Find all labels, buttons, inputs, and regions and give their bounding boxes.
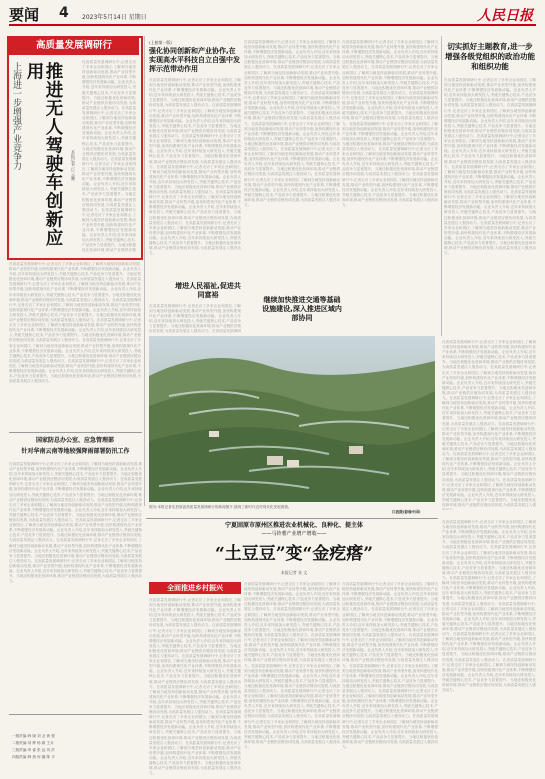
- newspaper-logo: 人民日报: [477, 8, 533, 24]
- hebei-story-headline: 强化协同创新和产业协作,在实现高水平科技自立自强中发挥示范带动作用: [149, 47, 240, 73]
- fangxun-headline-2: 针对华南云南等地较强降雨部署防汛工作: [21, 448, 130, 455]
- potato-story-body-2: 在高质量发展调研行中,记者走访了多家企业和园区,了解到当地坚持创新驱动发展,推动产业转型升级,加快构建现代化产业体系,不断增强经济发展新动能。企业负责人介绍,近年来持续加大研发投入,突破关键核心技术,产品竞争力显著提升。当地还积极优化营商环境,推动产业链供应链协同发展,为高质量发展注入强劲动力。在高质量发展调研行中,记者走访了多家企业和园区,了解到当地坚持创新驱动发展,推动产业转型升级,加快构建现代化产业体系,不断增强经济发展新动能。企业负责人介绍,近年来持续加大研发投入,突破关键核心技术,产品竞争力显著提升。当地还积极优化营商环境,推动产业链供应链协同发展,为高质量发展注入强劲动力。在高质量发展调研行中,记者走访了多家企业和园区,了解到当地坚持创新驱动发展,推动产业转型升级,加快构建现代化产业体系,不断增强经济发展新动能。企业负责人介绍,近年来持续加大研发投入,突破关键核心技术,产品竞争力显著提升。当地还积极优化营商环境,推动产业链供应链协同发展,为高质量发展注入强劲动力。在高质量发展调研行中,记者走访了多家企业和园区,了解到当地坚持创新驱动发展,推动产业转型升级,加快构建现代化产业体系,不断增强经济发展新动能。企业负责人介绍,近年来持续加大研发投入,突破关键核心技术,产品竞争力显著提升。当地还积极优化营商环境,推动产业链供应链协同发展,为高质量发展注入强劲动力。在高质量发展调研行中,记者走访了多家企业和园区,了解到当地坚持创新驱动发展,推动产业转型升级,加快构建现代化产业体系,不断增强经济发展新动能。企业负责人介绍,近年来持续加大研发投入,突破关键核心技术,产品竞争力显著提升。当地还积极优化营商环境,推动产业链供应链协同发展,为高质量发展注入强劲动力。在高质量发展调研行中,记者走访了多家企业和园区,了解到当地坚持创新驱动发展,推动产业转型升级,加快构建现代化产业体系,不断增强经济发展新动能。企业负责人介绍,近年来持续加大研发投入,突破关键核心技术,产品竞争力显著提升。当地还积极优化营商环境,推动产业链供应链协同发展,为高质量发展注入强劲动力。: [244, 582, 340, 749]
- potato-section-tag: 全面推进乡村振兴: [149, 582, 241, 594]
- lead-story-body-top: 在高质量发展调研行中,记者走访了多家企业和园区,了解到当地坚持创新驱动发展,推动产业转型升级,加快构建现代化产业体系,不断增强经济发展新动能。企业负责人介绍,近年来持续加大研发投入,突破关键核心技术,产品竞争力显著提升。当地还积极优化营商环境,推动产业链供应链协同发展,为高质量发展注入强劲动力。在高质量发展调研行中,记者走访了多家企业和园区,了解到当地坚持创新驱动发展,推动产业转型升级,加快构建现代化产业体系,不断增强经济发展新动能。企业负责人介绍,近年来持续加大研发投入,突破关键核心技术,产品竞争力显著提升。当地还积极优化营商环境,推动产业链供应链协同发展,为高质量发展注入强劲动力。在高质量发展调研行中,记者走访了多家企业和园区,了解到当地坚持创新驱动发展,推动产业转型升级,加快构建现代化产业体系,不断增强经济发展新动能。企业负责人介绍,近年来持续加大研发投入,突破关键核心技术,产品竞争力显著提升。当地还积极优化营商环境,推动产业链供应链协同发展,为高质量发展注入强劲动力。在高质量发展调研行中,记者走访了多家企业和园区,了解到当地坚持创新驱动发展,推动产业转型升级,加快构建现代化产业体系,不断增强经济发展新动能。企业负责人介绍,近年来持续加大研发投入,突破关键核心技术,产品竞争力显著提升。当地还积极优化营商环境,推动产业链供应链: [82, 60, 136, 253]
- fangxun-body: 在高质量发展调研行中,记者走访了多家企业和园区,了解到当地坚持创新驱动发展,推动产业转型升级,加快构建现代化产业体系,不断增强经济发展新动能。企业负责人介绍,近年来持续加大研发投入,突破关键核心技术,产品竞争力显著提升。当地还积极优化营商环境,推动产业链供应链协同发展,为高质量发展注入强劲动力。在高质量发展调研行中,记者走访了多家企业和园区,了解到当地坚持创新驱动发展,推动产业转型升级,加快构建现代化产业体系,不断增强经济发展新动能。企业负责人介绍,近年来持续加大研发投入,突破关键核心技术,产品竞争力显著提升。当地还积极优化营商环境,推动产业链供应链协同发展,为高质量发展注入强劲动力。在高质量发展调研行中,记者走访了多家企业和园区,了解到当地坚持创新驱动发展,推动产业转型升级,加快构建现代化产业体系,不断增强经济发展新动能。企业负责人介绍,近年来持续加大研发投入,突破关键核心技术,产品竞争力显著提升。当地还积极优化营商环境,推动产业链供应链协同发展,为高质量发展注入强劲动力。在高质量发展调研行中,记者走访了多家企业和园区,了解到当地坚持创新驱动发展,推动产业转型升级,加快构建现代化产业体系,不断增强经济发展新动能。企业负责人介绍,近年来持续加大研发投入,突破关键核心技术,产品竞争力显著提升。当地还积极优化营商环境,推动产业链供应链协同发展,为高质量发展注入强劲动力。在高质量发展调研行中,记者走访了多家企业和园区,了解到当地坚持创新驱动发展,推动产业转型升级,加快构建现代化产业体系,不断增强经济发展新动能。企业负责人介绍,近年来持续加大研发投入,突破关键核心技术,产品竞争力显著提升。当地还积极优化营商环境,推动产业链供应链协同发展,为高质量发展注入强劲动力。在高质量发展调研行中,记者走访了多家企业和园区,了解到当地坚持创新驱动发展,推动产业转型升级,加快构建现代化产业体系,不断增强经济发展新动能。企业负责人介绍,近年来持续加大研发投入,突破关键核心技术,产品竞争力显著提升。当地还积极优化营商环境,推动产业链供应链协同发展,为高质量发展注入强劲动力。: [9, 462, 142, 584]
- hebei-subhead-1: 增进人民福祉,促进共同富裕: [175, 282, 241, 299]
- photo-image: [149, 336, 435, 502]
- column-divider: [144, 36, 145, 506]
- issue-date: 2023年5月14日 星期日: [82, 14, 147, 21]
- credit-line-1: 一版责编:韩 晓 刘 念 黄 强: [12, 734, 55, 738]
- photo-credit: 江波摄(影像中国): [392, 510, 421, 514]
- credit-line-4: 四版责编:韩 晨 何 璐 陈 平: [12, 755, 55, 759]
- photo-caption: 图为:本报记者实拍原创高质量发展调研行的新闻图片,展现了新时代农村现代化发展面貌。: [149, 505, 292, 509]
- potato-story-body-1: 在高质量发展调研行中,记者走访了多家企业和园区,了解到当地坚持创新驱动发展,推动产业转型升级,加快构建现代化产业体系,不断增强经济发展新动能。企业负责人介绍,近年来持续加大研发投入,突破关键核心技术,产品竞争力显著提升。当地还积极优化营商环境,推动产业链供应链协同发展,为高质量发展注入强劲动力。在高质量发展调研行中,记者走访了多家企业和园区,了解到当地坚持创新驱动发展,推动产业转型升级,加快构建现代化产业体系,不断增强经济发展新动能。企业负责人介绍,近年来持续加大研发投入,突破关键核心技术,产品竞争力显著提升。当地还积极优化营商环境,推动产业链供应链协同发展,为高质量发展注入强劲动力。在高质量发展调研行中,记者走访了多家企业和园区,了解到当地坚持创新驱动发展,推动产业转型升级,加快构建现代化产业体系,不断增强经济发展新动能。企业负责人介绍,近年来持续加大研发投入,突破关键核心技术,产品竞争力显著提升。当地还积极优化营商环境,推动产业链供应链协同发展,为高质量发展注入强劲动力。在高质量发展调研行中,记者走访了多家企业和园区,了解到当地坚持创新驱动发展,推动产业转型升级,加快构建现代化产业体系,不断增强经济发展新动能。企业负责人介绍,近年来持续加大研发投入,突破关键核心技术,产品竞争力显著提升。当地还积极优化营商环境,推动产业链供应链协同发展,为高质量发展注入强劲动力。在高质量发展调研行中,记者走访了多家企业和园区,了解到当地坚持创新驱动发展,推动产业转型升级,加快构建现代化产业体系,不断增强经济发展新动能。企业负责人介绍,近年来持续加大研发投入,突破关键核心技术,产品竞争力显著提升。当地还积极优化营商环境,推动产业链供应链协同发展,为高质量发展注入强劲动力。在高质量发展调研行中,记者走访了多家企业和园区,了解到当地坚持创新驱动发展,推动产业转型升级,加快构建现代化产业体系,不断增强经济发展新动能。企业负责人介绍,近年来持续加大研发投入,突破关键核心技术,产品竞争力显著提升。当地还积极优化营商环境,推动产业链供应链协同发展,为高质量发展注入强劲动力。: [149, 598, 241, 776]
- divider-potato: [146, 518, 438, 519]
- potato-story-body-3: 在高质量发展调研行中,记者走访了多家企业和园区,了解到当地坚持创新驱动发展,推动产业转型升级,加快构建现代化产业体系,不断增强经济发展新动能。企业负责人介绍,近年来持续加大研发投入,突破关键核心技术,产品竞争力显著提升。当地还积极优化营商环境,推动产业链供应链协同发展,为高质量发展注入强劲动力。在高质量发展调研行中,记者走访了多家企业和园区,了解到当地坚持创新驱动发展,推动产业转型升级,加快构建现代化产业体系,不断增强经济发展新动能。企业负责人介绍,近年来持续加大研发投入,突破关键核心技术,产品竞争力显著提升。当地还积极优化营商环境,推动产业链供应链协同发展,为高质量发展注入强劲动力。在高质量发展调研行中,记者走访了多家企业和园区,了解到当地坚持创新驱动发展,推动产业转型升级,加快构建现代化产业体系,不断增强经济发展新动能。企业负责人介绍,近年来持续加大研发投入,突破关键核心技术,产品竞争力显著提升。当地还积极优化营商环境,推动产业链供应链协同发展,为高质量发展注入强劲动力。在高质量发展调研行中,记者走访了多家企业和园区,了解到当地坚持创新驱动发展,推动产业转型升级,加快构建现代化产业体系,不断增强经济发展新动能。企业负责人介绍,近年来持续加大研发投入,突破关键核心技术,产品竞争力显著提升。当地还积极优化营商环境,推动产业链供应链协同发展,为高质量发展注入强劲动力。在高质量发展调研行中,记者走访了多家企业和园区,了解到当地坚持创新驱动发展,推动产业转型升级,加快构建现代化产业体系,不断增强经济发展新动能。企业负责人介绍,近年来持续加大研发投入,突破关键核心技术,产品竞争力显著提升。当地还积极优化营商环境,推动产业链供应链协同发展,为高质量发展注入强劲动力。在高质量发展调研行中,记者走访了多家企业和园区,了解到当地坚持创新驱动发展,推动产业转型升级,加快构建现代化产业体系,不断增强经济发展新动能。企业负责人介绍,近年来持续加大研发投入,突破关键核心技术,产品竞争力显著提升。当地还积极优化营商环境,推动产业链供应链协同发展,为高质量发展注入强劲动力。: [342, 582, 438, 749]
- masthead-rule: [9, 24, 536, 26]
- divider-credits: [9, 714, 142, 715]
- hebei-story-body-3: 在高质量发展调研行中,记者走访了多家企业和园区,了解到当地坚持创新驱动发展,推动产业转型升级,加快构建现代化产业体系,不断增强经济发展新动能。企业负责人介绍,近年来持续加大研发投入,突破关键核心技术,产品竞争力显著提升。当地还积极优化营商环境,推动产业链供应链协同发展,为高质量发展注入强劲动力。在高质量发展调研行中,记者走访了多家企业和园区,了解到当地坚持创新驱动发展,推动产业转型升级,加快构建现代化产业体系,不断增强经济发展新动能。企业负责人介绍,近年来持续加大研发投入,突破关键核心技术,产品竞争力显著提升。当地还积极优化营商环境,推动产业链供应链协同发展,为高质量发展注入强劲动力。在高质量发展调研行中,记者走访了多家企业和园区,了解到当地坚持创新驱动发展,推动产业转型升级,加快构建现代化产业体系,不断增强经济发展新动能。企业负责人介绍,近年来持续加大研发投入,突破关键核心技术,产品竞争力显著提升。当地还积极优化营商环境,推动产业链供应链协同发展,为高质量发展注入强劲动力。在高质量发展调研行中,记者走访了多家企业和园区,了解到当地坚持创新驱动发展,推动产业转型升级,加快构建现代化产业体系,不断增强经济发展新动能。企业负责人介绍,近年来持续加大研发投入,突破关键核心技术,产品竞争力显著提升。当地还积极优化营商环境,推动产业链供应链协同发展,为高质量发展注入强劲动力。在高质量发展调研行中,记者走访了多家企业和园区,了解到当地坚持创新驱动发展,推动产业转型升级,加快构建现代化产业体系,不断增强经济发展新动能。企业负责人介绍,近年来持续加大研发投入,突破关键核心技术,产品竞争力显著提升。当地还积极优化营商环境,推动产业链供应链协同发展,为高质量发展注入强劲动力。在高质量发展调研行中,记者走访了多家企业和园区,了解到当地坚持创新驱动发展,推动产业转型升级,加快构建现代化产业体系,不断增强经济发展新动能。企业负责人介绍,近年来持续加大研发投入,突破关键核心技术,产品竞争力显著提升。当地还积极优化营商环境,推动产业链供应链协同发展,为高质量发展注入强劲动力。: [244, 40, 340, 207]
- lead-story-body: 在高质量发展调研行中,记者走访了多家企业和园区,了解到当地坚持创新驱动发展,推动产业转型升级,加快构建现代化产业体系,不断增强经济发展新动能。企业负责人介绍,近年来持续加大研发投入,突破关键核心技术,产品竞争力显著提升。当地还积极优化营商环境,推动产业链供应链协同发展,为高质量发展注入强劲动力。在高质量发展调研行中,记者走访了多家企业和园区,了解到当地坚持创新驱动发展,推动产业转型升级,加快构建现代化产业体系,不断增强经济发展新动能。企业负责人介绍,近年来持续加大研发投入,突破关键核心技术,产品竞争力显著提升。当地还积极优化营商环境,推动产业链供应链协同发展,为高质量发展注入强劲动力。在高质量发展调研行中,记者走访了多家企业和园区,了解到当地坚持创新驱动发展,推动产业转型升级,加快构建现代化产业体系,不断增强经济发展新动能。企业负责人介绍,近年来持续加大研发投入,突破关键核心技术,产品竞争力显著提升。当地还积极优化营商环境,推动产业链供应链协同发展,为高质量发展注入强劲动力。在高质量发展调研行中,记者走访了多家企业和园区,了解到当地坚持创新驱动发展,推动产业转型升级,加快构建现代化产业体系,不断增强经济发展新动能。企业负责人介绍,近年来持续加大研发投入,突破关键核心技术,产品竞争力显著提升。当地还积极优化营商环境,推动产业链供应链协同发展,为高质量发展注入强劲动力。在高质量发展调研行中,记者走访了多家企业和园区,了解到当地坚持创新驱动发展,推动产业转型升级,加快构建现代化产业体系,不断增强经济发展新动能。企业负责人介绍,近年来持续加大研发投入,突破关键核心技术,产品竞争力显著提升。当地还积极优化营商环境,推动产业链供应链协同发展,为高质量发展注入强劲动力。在高质量发展调研行中,记者走访了多家企业和园区,了解到当地坚持创新驱动发展,推动产业转型升级,加快构建现代化产业体系,不断增强经济发展新动能。企业负责人介绍,近年来持续加大研发投入,突破关键核心技术,产品竞争力显著提升。当地还积极优化营商环境,推动产业链供应链协同发展,为高质量发展注入强劲动力。: [9, 262, 141, 384]
- lead-story-headline: 推进无人驾驶车创新应用: [24, 62, 63, 247]
- right-story-headline: 切实抓好主题教育,进一步增强各级党组织的政治功能和组织功能: [445, 42, 535, 71]
- hebei-subhead-2: 继续加快推进交通等基础设施建设,深入推进区域内部协同: [262, 296, 342, 322]
- credit-line-2: 二版责编:刘 辉 杨 颖 王卉: [12, 741, 54, 745]
- lead-story-subhead: 上海进一步增强产业竞争力: [11, 62, 21, 170]
- credit-line-3: 三版责编:李 睿 张 远 刘 洪: [12, 748, 55, 752]
- potato-kicker-2: ——马铃薯产业增产增收——: [261, 531, 327, 537]
- lead-story-byline: 本报记者 巨 云鹏: [71, 150, 76, 181]
- fangxun-headline-1: 国家防总办公室、应急管理部: [35, 437, 114, 444]
- potato-story-body-4: 在高质量发展调研行中,记者走访了多家企业和园区,了解到当地坚持创新驱动发展,推动产业转型升级,加快构建现代化产业体系,不断增强经济发展新动能。企业负责人介绍,近年来持续加大研发投入,突破关键核心技术,产品竞争力显著提升。当地还积极优化营商环境,推动产业链供应链协同发展,为高质量发展注入强劲动力。在高质量发展调研行中,记者走访了多家企业和园区,了解到当地坚持创新驱动发展,推动产业转型升级,加快构建现代化产业体系,不断增强经济发展新动能。企业负责人介绍,近年来持续加大研发投入,突破关键核心技术,产品竞争力显著提升。当地还积极优化营商环境,推动产业链供应链协同发展,为高质量发展注入强劲动力。在高质量发展调研行中,记者走访了多家企业和园区,了解到当地坚持创新驱动发展,推动产业转型升级,加快构建现代化产业体系,不断增强经济发展新动能。企业负责人介绍,近年来持续加大研发投入,突破关键核心技术,产品竞争力显著提升。当地还积极优化营商环境,推动产业链供应链协同发展,为高质量发展注入强劲动力。在高质量发展调研行中,记者走访了多家企业和园区,了解到当地坚持创新驱动发展,推动产业转型升级,加快构建现代化产业体系,不断增强经济发展新动能。企业负责人介绍,近年来持续加大研发投入,突破关键核心技术,产品竞争力显著提升。当地还积极优化营商环境,推动产业链供应链协同发展,为高质量发展注入强劲动力。在高质量发展调研行中,记者走访了多家企业和园区,了解到当地坚持创新驱动发展,推动产业转型升级,加快构建现代化产业体系,不断增强经济发展新动能。企业负责人介绍,近年来持续加大研发投入,突破关键核心技术,产品竞争力显著提升。当地还积极优化营商环境,推动产业链供应链协同发展,为高质量发展注入强劲动力。在高质量发展调研行中,记者走访了多家企业和园区,了解到当地坚持创新驱动发展,推动产业转型升级,加快构建现代化产业体系,不断增强经济发展新动能。企业负责人介绍,近年来持续加大研发投入,突破关键核心技术,产品竞争力显著提升。当地还积极优化营商环境,推动产业链供应链协同发展,为高质量发展注入强劲动力。: [442, 520, 536, 693]
- terrace-landscape-photo: [149, 336, 435, 502]
- hebei-story-body-1: 在高质量发展调研行中,记者走访了多家企业和园区,了解到当地坚持创新驱动发展,推动产业转型升级,加快构建现代化产业体系,不断增强经济发展新动能。企业负责人介绍,近年来持续加大研发投入,突破关键核心技术,产品竞争力显著提升。当地还积极优化营商环境,推动产业链供应链协同发展,为高质量发展注入强劲动力。在高质量发展调研行中,记者走访了多家企业和园区,了解到当地坚持创新驱动发展,推动产业转型升级,加快构建现代化产业体系,不断增强经济发展新动能。企业负责人介绍,近年来持续加大研发投入,突破关键核心技术,产品竞争力显著提升。当地还积极优化营商环境,推动产业链供应链协同发展,为高质量发展注入强劲动力。在高质量发展调研行中,记者走访了多家企业和园区,了解到当地坚持创新驱动发展,推动产业转型升级,加快构建现代化产业体系,不断增强经济发展新动能。企业负责人介绍,近年来持续加大研发投入,突破关键核心技术,产品竞争力显著提升。当地还积极优化营商环境,推动产业链供应链协同发展,为高质量发展注入强劲动力。在高质量发展调研行中,记者走访了多家企业和园区,了解到当地坚持创新驱动发展,推动产业转型升级,加快构建现代化产业体系,不断增强经济发展新动能。企业负责人介绍,近年来持续加大研发投入,突破关键核心技术,产品竞争力显著提升。当地还积极优化营商环境,推动产业链供应链协同发展,为高质量发展注入强劲动力。在高质量发展调研行中,记者走访了多家企业和园区,了解到当地坚持创新驱动发展,推动产业转型升级,加快构建现代化产业体系,不断增强经济发展新动能。企业负责人介绍,近年来持续加大研发投入,突破关键核心技术,产品竞争力显著提升。当地还积极优化营商环境,推动产业链供应链协同发展,为高质量发展注入强劲动力。在高质量发展调研行中,记者走访了多家企业和园区,了解到当地坚持创新驱动发展,推动产业转型升级,加快构建现代化产业体系,不断增强经济发展新动能。企业负责人介绍,近年来持续加大研发投入,突破关键核心技术,产品竞争力显著提升。当地还积极优化营商环境,推动产业链供应链协同发展,为高质量发展注入强劲动力。: [149, 78, 241, 256]
- potato-headline: “土豆豆”变“金疙瘩”: [214, 544, 374, 564]
- right-story-body: 在高质量发展调研行中,记者走访了多家企业和园区,了解到当地坚持创新驱动发展,推动产业转型升级,加快构建现代化产业体系,不断增强经济发展新动能。企业负责人介绍,近年来持续加大研发投入,突破关键核心技术,产品竞争力显著提升。当地还积极优化营商环境,推动产业链供应链协同发展,为高质量发展注入强劲动力。在高质量发展调研行中,记者走访了多家企业和园区,了解到当地坚持创新驱动发展,推动产业转型升级,加快构建现代化产业体系,不断增强经济发展新动能。企业负责人介绍,近年来持续加大研发投入,突破关键核心技术,产品竞争力显著提升。当地还积极优化营商环境,推动产业链供应链协同发展,为高质量发展注入强劲动力。在高质量发展调研行中,记者走访了多家企业和园区,了解到当地坚持创新驱动发展,推动产业转型升级,加快构建现代化产业体系,不断增强经济发展新动能。企业负责人介绍,近年来持续加大研发投入,突破关键核心技术,产品竞争力显著提升。当地还积极优化营商环境,推动产业链供应链协同发展,为高质量发展注入强劲动力。在高质量发展调研行中,记者走访了多家企业和园区,了解到当地坚持创新驱动发展,推动产业转型升级,加快构建现代化产业体系,不断增强经济发展新动能。企业负责人介绍,近年来持续加大研发投入,突破关键核心技术,产品竞争力显著提升。当地还积极优化营商环境,推动产业链供应链协同发展,为高质量发展注入强劲动力。在高质量发展调研行中,记者走访了多家企业和园区,了解到当地坚持创新驱动发展,推动产业转型升级,加快构建现代化产业体系,不断增强经济发展新动能。企业负责人介绍,近年来持续加大研发投入,突破关键核心技术,产品竞争力显著提升。当地还积极优化营商环境,推动产业链供应链协同发展,为高质量发展注入强劲动力。在高质量发展调研行中,记者走访了多家企业和园区,了解到当地坚持创新驱动发展,推动产业转型升级,加快构建现代化产业体系,不断增强经济发展新动能。企业负责人介绍,近年来持续加大研发投入,突破关键核心技术,产品竞争力显著提升。当地还积极优化营商环境,推动产业链供应链协同发展,为高质量发展注入强劲动力。: [444, 78, 536, 256]
- column-divider-right: [441, 36, 442, 336]
- hebei-story-body-4: 在高质量发展调研行中,记者走访了多家企业和园区,了解到当地坚持创新驱动发展,推动产业转型升级,加快构建现代化产业体系,不断增强经济发展新动能。企业负责人介绍,近年来持续加大研发投入,突破关键核心技术,产品竞争力显著提升。当地还积极优化营商环境,推动产业链供应链协同发展,为高质量发展注入强劲动力。在高质量发展调研行中,记者走访了多家企业和园区,了解到当地坚持创新驱动发展,推动产业转型升级,加快构建现代化产业体系,不断增强经济发展新动能。企业负责人介绍,近年来持续加大研发投入,突破关键核心技术,产品竞争力显著提升。当地还积极优化营商环境,推动产业链供应链协同发展,为高质量发展注入强劲动力。在高质量发展调研行中,记者走访了多家企业和园区,了解到当地坚持创新驱动发展,推动产业转型升级,加快构建现代化产业体系,不断增强经济发展新动能。企业负责人介绍,近年来持续加大研发投入,突破关键核心技术,产品竞争力显著提升。当地还积极优化营商环境,推动产业链供应链协同发展,为高质量发展注入强劲动力。在高质量发展调研行中,记者走访了多家企业和园区,了解到当地坚持创新驱动发展,推动产业转型升级,加快构建现代化产业体系,不断增强经济发展新动能。企业负责人介绍,近年来持续加大研发投入,突破关键核心技术,产品竞争力显著提升。当地还积极优化营商环境,推动产业链供应链协同发展,为高质量发展注入强劲动力。在高质量发展调研行中,记者走访了多家企业和园区,了解到当地坚持创新驱动发展,推动产业转型升级,加快构建现代化产业体系,不断增强经济发展新动能。企业负责人介绍,近年来持续加大研发投入,突破关键核心技术,产品竞争力显著提升。当地还积极优化营商环境,推动产业链供应链协同发展,为高质量发展注入强劲动力。在高质量发展调研行中,记者走访了多家企业和园区,了解到当地坚持创新驱动发展,推动产业转型升级,加快构建现代化产业体系,不断增强经济发展新动能。企业负责人介绍,近年来持续加大研发投入,突破关键核心技术,产品竞争力显著提升。当地还积极优化营商环境,推动产业链供应链协同发展,为高质量发展注入强劲动力。: [342, 40, 438, 207]
- lead-story-kicker: 高质量发展调研行: [9, 38, 139, 55]
- right-lower-body: 在高质量发展调研行中,记者走访了多家企业和园区,了解到当地坚持创新驱动发展,推动产业转型升级,加快构建现代化产业体系,不断增强经济发展新动能。企业负责人介绍,近年来持续加大研发投入,突破关键核心技术,产品竞争力显著提升。当地还积极优化营商环境,推动产业链供应链协同发展,为高质量发展注入强劲动力。在高质量发展调研行中,记者走访了多家企业和园区,了解到当地坚持创新驱动发展,推动产业转型升级,加快构建现代化产业体系,不断增强经济发展新动能。企业负责人介绍,近年来持续加大研发投入,突破关键核心技术,产品竞争力显著提升。当地还积极优化营商环境,推动产业链供应链协同发展,为高质量发展注入强劲动力。在高质量发展调研行中,记者走访了多家企业和园区,了解到当地坚持创新驱动发展,推动产业转型升级,加快构建现代化产业体系,不断增强经济发展新动能。企业负责人介绍,近年来持续加大研发投入,突破关键核心技术,产品竞争力显著提升。当地还积极优化营商环境,推动产业链供应链协同发展,为高质量发展注入强劲动力。在高质量发展调研行中,记者走访了多家企业和园区,了解到当地坚持创新驱动发展,推动产业转型升级,加快构建现代化产业体系,不断增强经济发展新动能。企业负责人介绍,近年来持续加大研发投入,突破关键核心技术,产品竞争力显著提升。当地还积极优化营商环境,推动产业链供应链协同发展,为高质量发展注入强劲动力。在高质量发展调研行中,记者走访了多家企业和园区,了解到当地坚持创新驱动发展,推动产业转型升级,加快构建现代化产业体系,不断增强经济发展新动能。企业负责人介绍,近年来持续加大研发投入,突破关键核心技术,产品竞争力显著提升。当地还积极优化营商环境,推动产业链供应链协同发展,为高质量发展注入强劲动力。在高质量发展调研行中,记者走访了多家企业和园区,了解到当地坚持创新驱动发展,推动产业转型升级,加快构建现代化产业体系,不断增强经济发展新动能。企业负责人介绍,近年来持续加大研发投入,突破关键核心技术,产品竞争力显著提升。当地还积极优化营商环境,推动产业链供应链协同发展,为高质量发展注入强: [442, 340, 536, 507]
- potato-kicker: 宁夏固原市原州区推进农业机械化、良种化、提主体: [224, 522, 363, 529]
- divider-fangxun: [9, 432, 142, 433]
- page-number: 4: [59, 5, 69, 21]
- potato-byline: 本报记者 张 文: [280, 570, 308, 575]
- hebei-story-body-2: 在高质量发展调研行中,记者走访了多家企业和园区,了解到当地坚持创新驱动发展,推动产业转型升级,加快构建现代化产业体系,不断增强经济发展新动能。企业负责人介绍,近年来持续加大研发投入,突破关键核心技术,产品竞争力显著提升。当地还积极优化营商环境,推动产业链供应链协同发展,为高质量发展注入强劲动力。在高质量发展调研: [149, 304, 241, 334]
- continued-tag: (上接第一版): [149, 40, 173, 45]
- section-name: 要闻: [9, 6, 40, 24]
